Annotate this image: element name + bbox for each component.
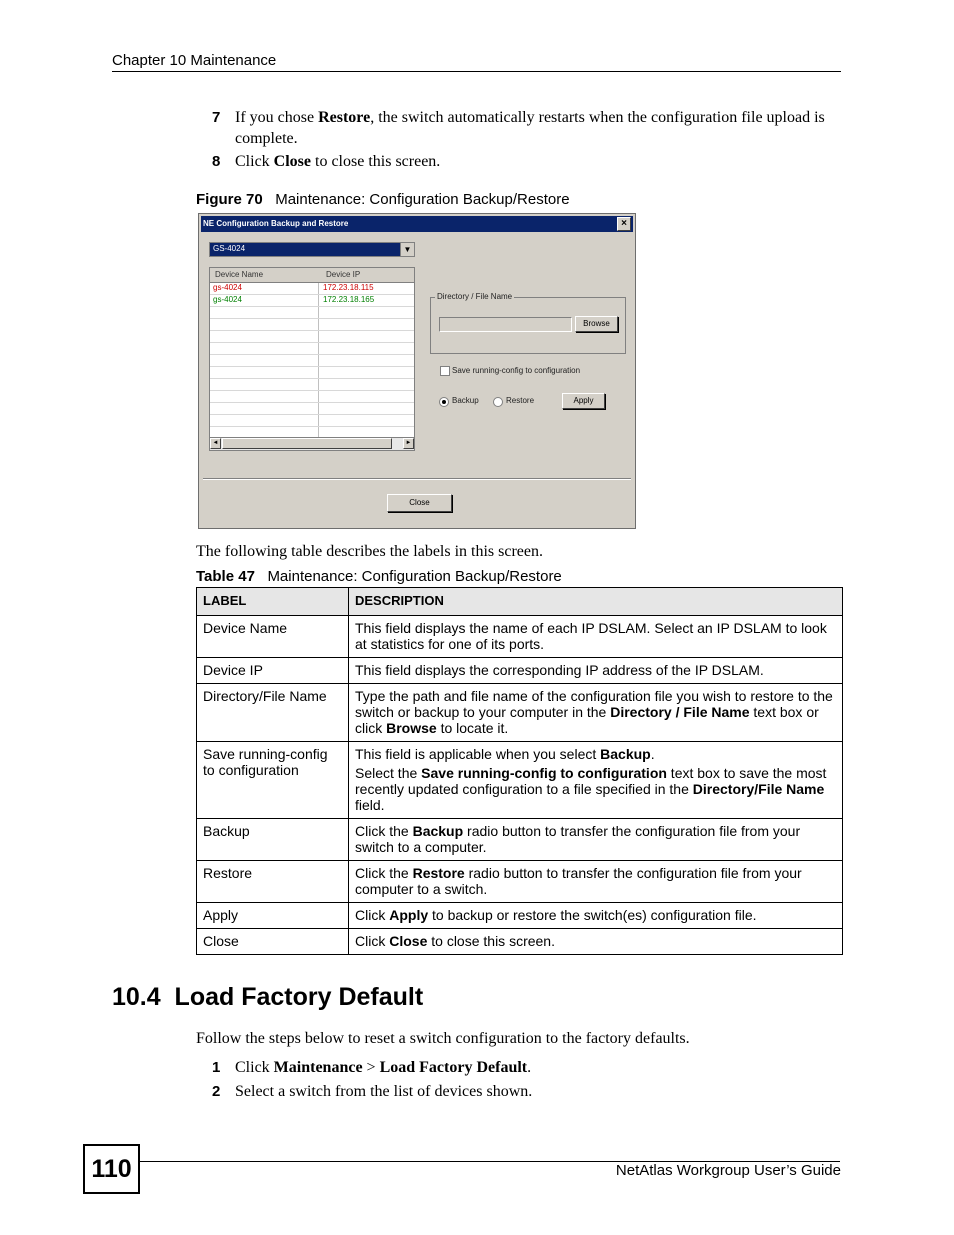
device-table bbox=[209, 267, 415, 451]
table-row bbox=[210, 379, 414, 391]
page-number: 110 bbox=[83, 1144, 140, 1194]
row-label: Close bbox=[197, 929, 349, 955]
restore-radio[interactable] bbox=[493, 397, 503, 407]
table-row bbox=[210, 415, 414, 427]
row-description: This field displays the name of each IP DSLAM. Select an IP DSLAM to look at statistics for one of its ports. bbox=[349, 616, 843, 658]
description-table bbox=[196, 587, 843, 955]
section-intro: Follow the steps below to reset a switch configuration to the factory defaults. bbox=[196, 1030, 690, 1047]
file-path-input[interactable] bbox=[439, 317, 572, 332]
table-row bbox=[197, 742, 843, 819]
row-description: This field is applicable when you select Backup. Select the Save running-config to configuration text box to save the most recently updated configuration to a file specified in the Directory/File Name field. bbox=[349, 742, 843, 819]
directory-file-label: Directory / File Name bbox=[437, 292, 513, 301]
device-select[interactable] bbox=[209, 242, 415, 257]
table-row bbox=[197, 819, 843, 861]
table-row bbox=[197, 658, 843, 684]
dialog-separator bbox=[203, 478, 631, 480]
table-row[interactable] bbox=[210, 283, 414, 295]
chapter-header: Chapter 10 Maintenance bbox=[112, 52, 277, 69]
browse-button[interactable]: Browse bbox=[575, 316, 618, 332]
row-description: Click Close to close this screen. bbox=[349, 929, 843, 955]
table-row bbox=[210, 343, 414, 355]
table-row bbox=[210, 319, 414, 331]
step-number: 2 bbox=[212, 1083, 221, 1100]
step-text: Click Close to close this screen. bbox=[235, 153, 441, 170]
row-label: Save running-config to configuration bbox=[197, 742, 349, 819]
restore-label: Restore bbox=[506, 396, 535, 405]
row-label: Device Name bbox=[197, 616, 349, 658]
table-row bbox=[197, 903, 843, 929]
row-description: This field displays the corresponding IP address of the IP DSLAM. bbox=[349, 658, 843, 684]
close-button[interactable]: Close bbox=[387, 494, 452, 512]
table-row bbox=[197, 684, 843, 742]
save-running-config-checkbox[interactable] bbox=[440, 366, 450, 376]
table-row bbox=[210, 403, 414, 415]
backup-label: Backup bbox=[452, 396, 479, 405]
scroll-left-icon[interactable]: ◄ bbox=[210, 438, 221, 449]
table-row bbox=[197, 861, 843, 903]
step-text: If you chose Restore, the switch automatically restarts when the configuration file upload is complete. bbox=[235, 109, 825, 147]
table-intro: The following table describes the labels in this screen. bbox=[196, 543, 544, 560]
row-description: Click the Backup radio button to transfer the configuration file from your switch to a computer. bbox=[349, 819, 843, 861]
guide-title: NetAtlas Workgroup User’s Guide bbox=[615, 1162, 841, 1179]
table-row bbox=[210, 367, 414, 379]
scroll-thumb[interactable] bbox=[222, 438, 392, 449]
row-description: Type the path and file name of the configuration file you wish to restore to the switch or backup to your computer in the Directory / File Name text box or click Browse to locate it. bbox=[349, 684, 843, 742]
row-label: Backup bbox=[197, 819, 349, 861]
device-select-value: GS-4024 bbox=[213, 244, 246, 253]
config-backup-dialog bbox=[198, 213, 636, 529]
header-label: LABEL bbox=[197, 588, 349, 616]
close-icon[interactable]: × bbox=[617, 217, 631, 231]
column-device-ip[interactable]: Device IP bbox=[326, 270, 361, 279]
dialog-title: NE Configuration Backup and Restore bbox=[203, 219, 349, 228]
save-running-config-label: Save running-config to configuration bbox=[452, 366, 581, 375]
device-ip: 172.23.18.115 bbox=[323, 283, 374, 292]
scroll-right-icon[interactable]: ► bbox=[403, 438, 414, 449]
header-rule bbox=[112, 71, 841, 72]
table-row[interactable] bbox=[210, 295, 414, 307]
table-row bbox=[210, 391, 414, 403]
step-text: Select a switch from the list of devices shown. bbox=[235, 1083, 533, 1100]
dialog-titlebar bbox=[201, 216, 633, 232]
row-description: Click Apply to backup or restore the switch(es) configuration file. bbox=[349, 903, 843, 929]
row-label: Device IP bbox=[197, 658, 349, 684]
table-row bbox=[197, 616, 843, 658]
section-title: 10.4 Load Factory Default bbox=[112, 983, 424, 1011]
row-label: Restore bbox=[197, 861, 349, 903]
step-number: 7 bbox=[212, 109, 221, 126]
device-ip: 172.23.18.165 bbox=[323, 295, 375, 304]
figure-caption: Figure 70 Maintenance: Configuration Backup/Restore bbox=[196, 191, 570, 208]
table-caption: Table 47 Maintenance: Configuration Backup/Restore bbox=[196, 568, 562, 585]
table-row bbox=[210, 331, 414, 343]
table-row bbox=[197, 929, 843, 955]
table-row bbox=[210, 355, 414, 367]
backup-radio[interactable] bbox=[439, 397, 449, 407]
table-header-row bbox=[197, 588, 843, 616]
step-number: 1 bbox=[212, 1059, 221, 1076]
header-description: DESCRIPTION bbox=[349, 588, 843, 616]
row-label: Apply bbox=[197, 903, 349, 929]
row-label: Directory/File Name bbox=[197, 684, 349, 742]
device-name: gs-4024 bbox=[213, 283, 242, 292]
device-table-header bbox=[210, 268, 414, 283]
row-description: Click the Restore radio button to transfer the configuration file from your computer to a switch. bbox=[349, 861, 843, 903]
column-device-name[interactable]: Device Name bbox=[215, 270, 264, 279]
device-name: gs-4024 bbox=[213, 295, 242, 304]
step-number: 8 bbox=[212, 153, 221, 170]
step-text: Click Maintenance > Load Factory Default. bbox=[235, 1059, 532, 1076]
table-row bbox=[210, 307, 414, 319]
chevron-down-icon[interactable]: ▼ bbox=[400, 243, 414, 256]
apply-button[interactable]: Apply bbox=[562, 393, 605, 409]
horizontal-scrollbar[interactable] bbox=[210, 437, 414, 450]
